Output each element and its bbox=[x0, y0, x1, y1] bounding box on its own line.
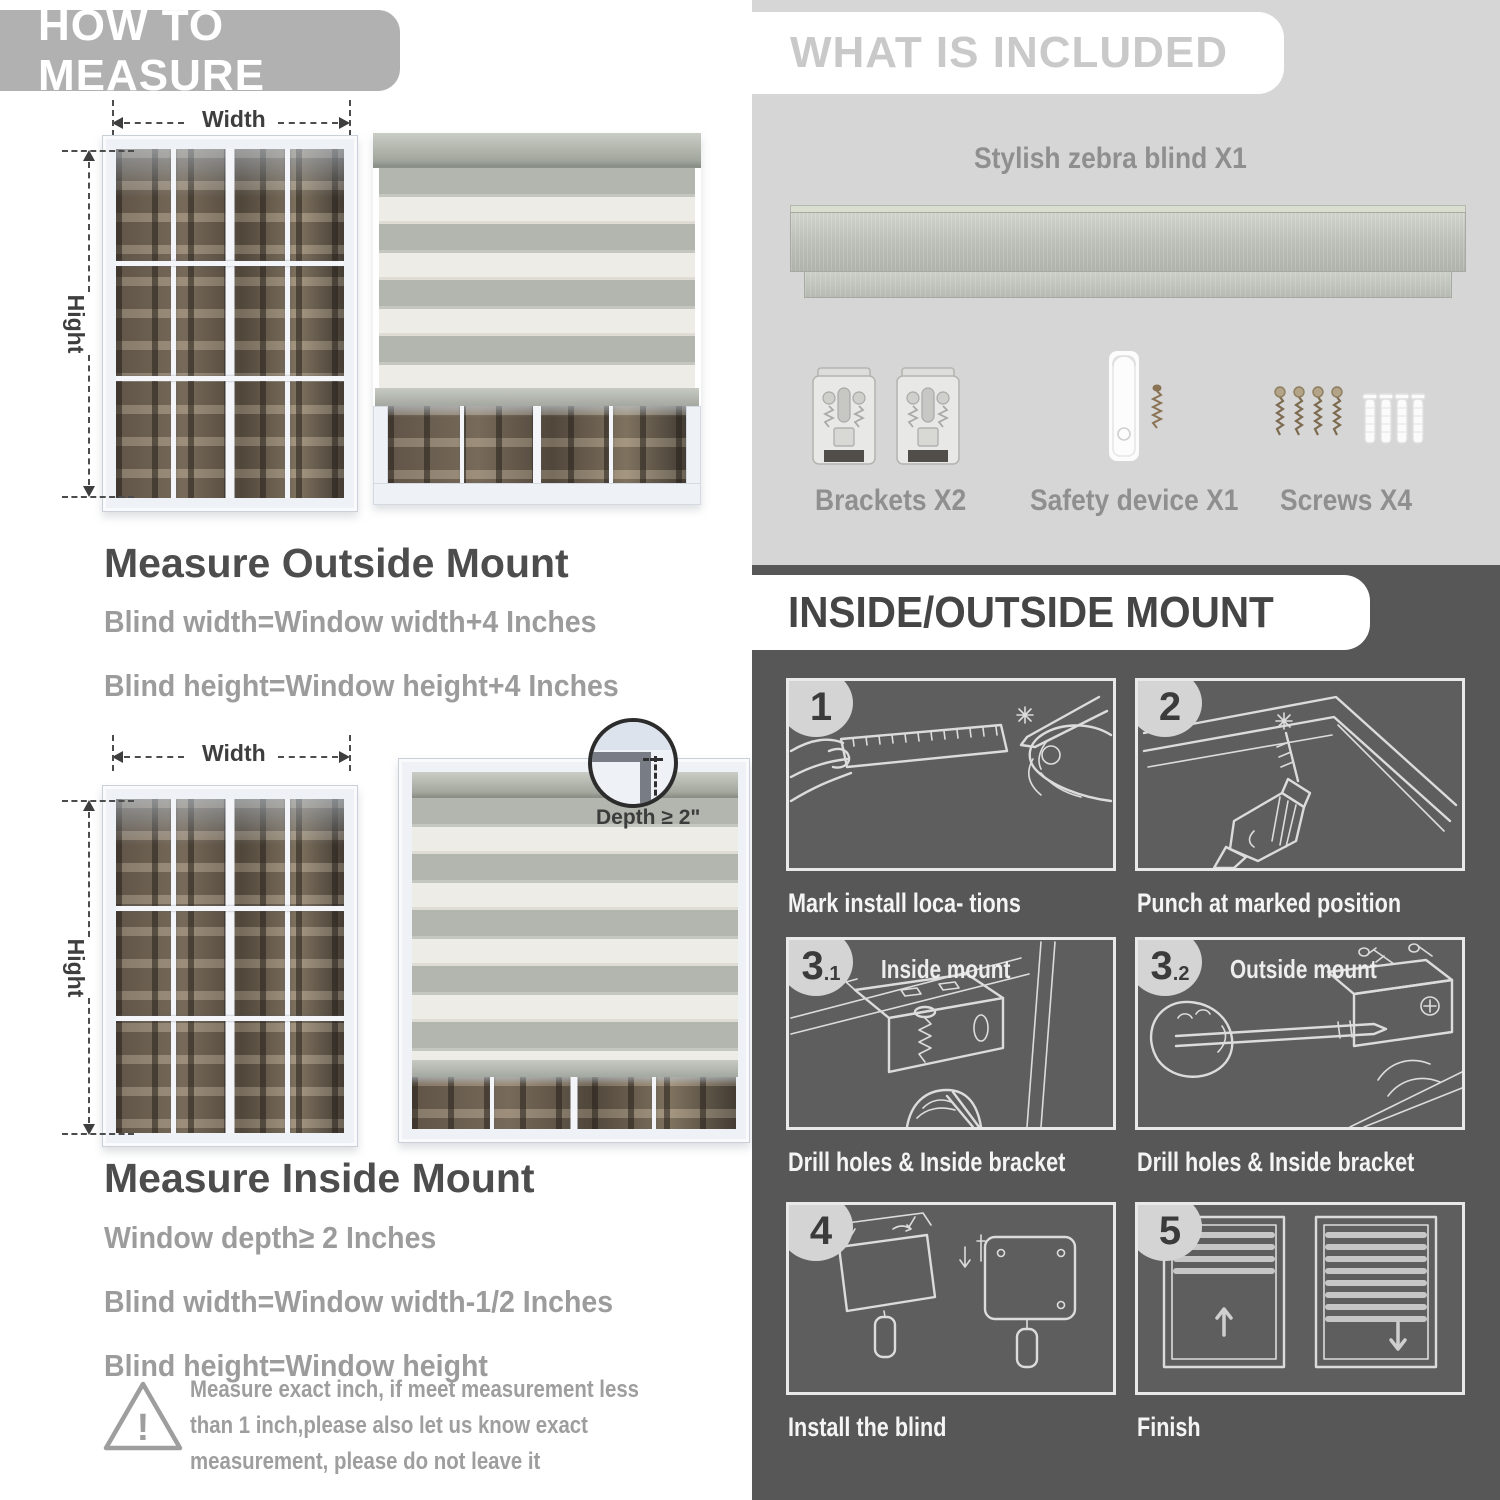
how-to-measure-header-label: HOW TO MEASURE bbox=[38, 0, 266, 100]
step-panel-4 bbox=[786, 1202, 1116, 1395]
step-panel-3-1 bbox=[786, 937, 1116, 1130]
window-photo bbox=[116, 149, 344, 498]
zebra-blind-item-label: Stylish zebra blind X1 bbox=[974, 142, 1247, 175]
height-tick-bottom-2 bbox=[62, 1133, 134, 1135]
step-panel-5 bbox=[1135, 1202, 1465, 1395]
screws-label: Screws X4 bbox=[1280, 484, 1413, 517]
step-panel-1 bbox=[786, 678, 1116, 871]
step-panel-3-2 bbox=[1135, 937, 1465, 1130]
outside-mount-heading: Measure Outside Mount bbox=[104, 540, 569, 586]
window-illustration-outside bbox=[102, 135, 358, 512]
step-title-3-1: Inside mount bbox=[881, 954, 1011, 984]
mount-steps-header bbox=[752, 575, 1370, 650]
step-badge-3-1: 3 .1 bbox=[786, 937, 853, 996]
width-label: Width bbox=[194, 106, 274, 133]
height-arrow bbox=[62, 150, 96, 497]
what-is-included-header-label: WHAT IS INCLUDED bbox=[790, 28, 1229, 77]
width-tick-left bbox=[112, 100, 114, 136]
height-arrow-2 bbox=[62, 800, 96, 1135]
inside-mount-line3: Blind height=Window height bbox=[104, 1348, 488, 1383]
warning-icon bbox=[100, 1378, 186, 1456]
step-badge-2: 2 bbox=[1135, 678, 1202, 737]
step-badge-3-2: 3 .2 bbox=[1135, 937, 1202, 996]
width-tick-right-2 bbox=[349, 735, 351, 771]
window-illustration-inside bbox=[102, 785, 358, 1147]
how-to-measure-header bbox=[0, 0, 400, 100]
zebra-blind-illustration-outside bbox=[373, 133, 701, 505]
height-tick-top bbox=[62, 150, 134, 152]
depth-callout: Depth ≥ 2" bbox=[596, 806, 701, 829]
width-arrow-2 bbox=[112, 740, 350, 766]
inside-mount-line2: Blind width=Window width-1/2 Inches bbox=[104, 1284, 614, 1319]
step-caption-2: Punch at marked position bbox=[1137, 888, 1402, 918]
height-tick-top-2 bbox=[62, 800, 134, 802]
outside-mount-line1: Blind width=Window width+4 Inches bbox=[104, 604, 597, 639]
outside-mount-line2: Blind height=Window height+4 Inches bbox=[104, 668, 619, 703]
width-tick-left-2 bbox=[112, 735, 114, 771]
safety-device-label: Safety device X1 bbox=[1030, 484, 1239, 517]
mount-steps-header-label: INSIDE/OUTSIDE MOUNT bbox=[788, 587, 1274, 637]
brackets-label: Brackets X2 bbox=[815, 484, 967, 517]
step-caption-5: Finish bbox=[1137, 1412, 1201, 1442]
inside-mount-heading: Measure Inside Mount bbox=[104, 1155, 535, 1201]
safety-device-illustration bbox=[1102, 348, 1172, 470]
step-caption-3-1: Drill holes & Inside bracket bbox=[788, 1147, 1066, 1177]
what-is-included-section bbox=[752, 0, 1500, 565]
step-title-3-2: Outside mount bbox=[1230, 954, 1377, 984]
width-arrow bbox=[112, 106, 350, 132]
brackets-illustration bbox=[812, 366, 972, 478]
step-badge-1: 1 bbox=[786, 678, 853, 737]
warning-note-line2: than 1 inch,please also let us know exact bbox=[190, 1412, 588, 1439]
step-caption-3-2: Drill holes & Inside bracket bbox=[1137, 1147, 1415, 1177]
magnifier-icon bbox=[588, 718, 678, 808]
height-label-2: Hight bbox=[62, 938, 89, 997]
width-label-2: Width bbox=[194, 740, 274, 767]
height-label: Hight bbox=[62, 294, 89, 353]
step-caption-1: Mark install loca- tions bbox=[788, 888, 1021, 918]
width-tick-right bbox=[349, 100, 351, 136]
warning-note-line1: Measure exact inch, if meet measurement less bbox=[190, 1376, 640, 1403]
mount-steps-section bbox=[752, 565, 1500, 1500]
warning-mark: ! bbox=[136, 1407, 150, 1449]
step-badge-4: 4 bbox=[786, 1202, 853, 1261]
step-badge-5: 5 bbox=[1135, 1202, 1202, 1261]
what-is-included-header bbox=[752, 12, 1284, 94]
window-photo-2 bbox=[116, 799, 344, 1133]
step-caption-4: Install the blind bbox=[788, 1412, 947, 1442]
screws-illustration bbox=[1270, 380, 1430, 472]
warning-note-line3: measurement, please do not leave it bbox=[190, 1448, 541, 1475]
inside-mount-line1: Window depth≥ 2 Inches bbox=[104, 1220, 437, 1255]
height-tick-bottom bbox=[62, 496, 134, 498]
step-panel-2 bbox=[1135, 678, 1465, 871]
